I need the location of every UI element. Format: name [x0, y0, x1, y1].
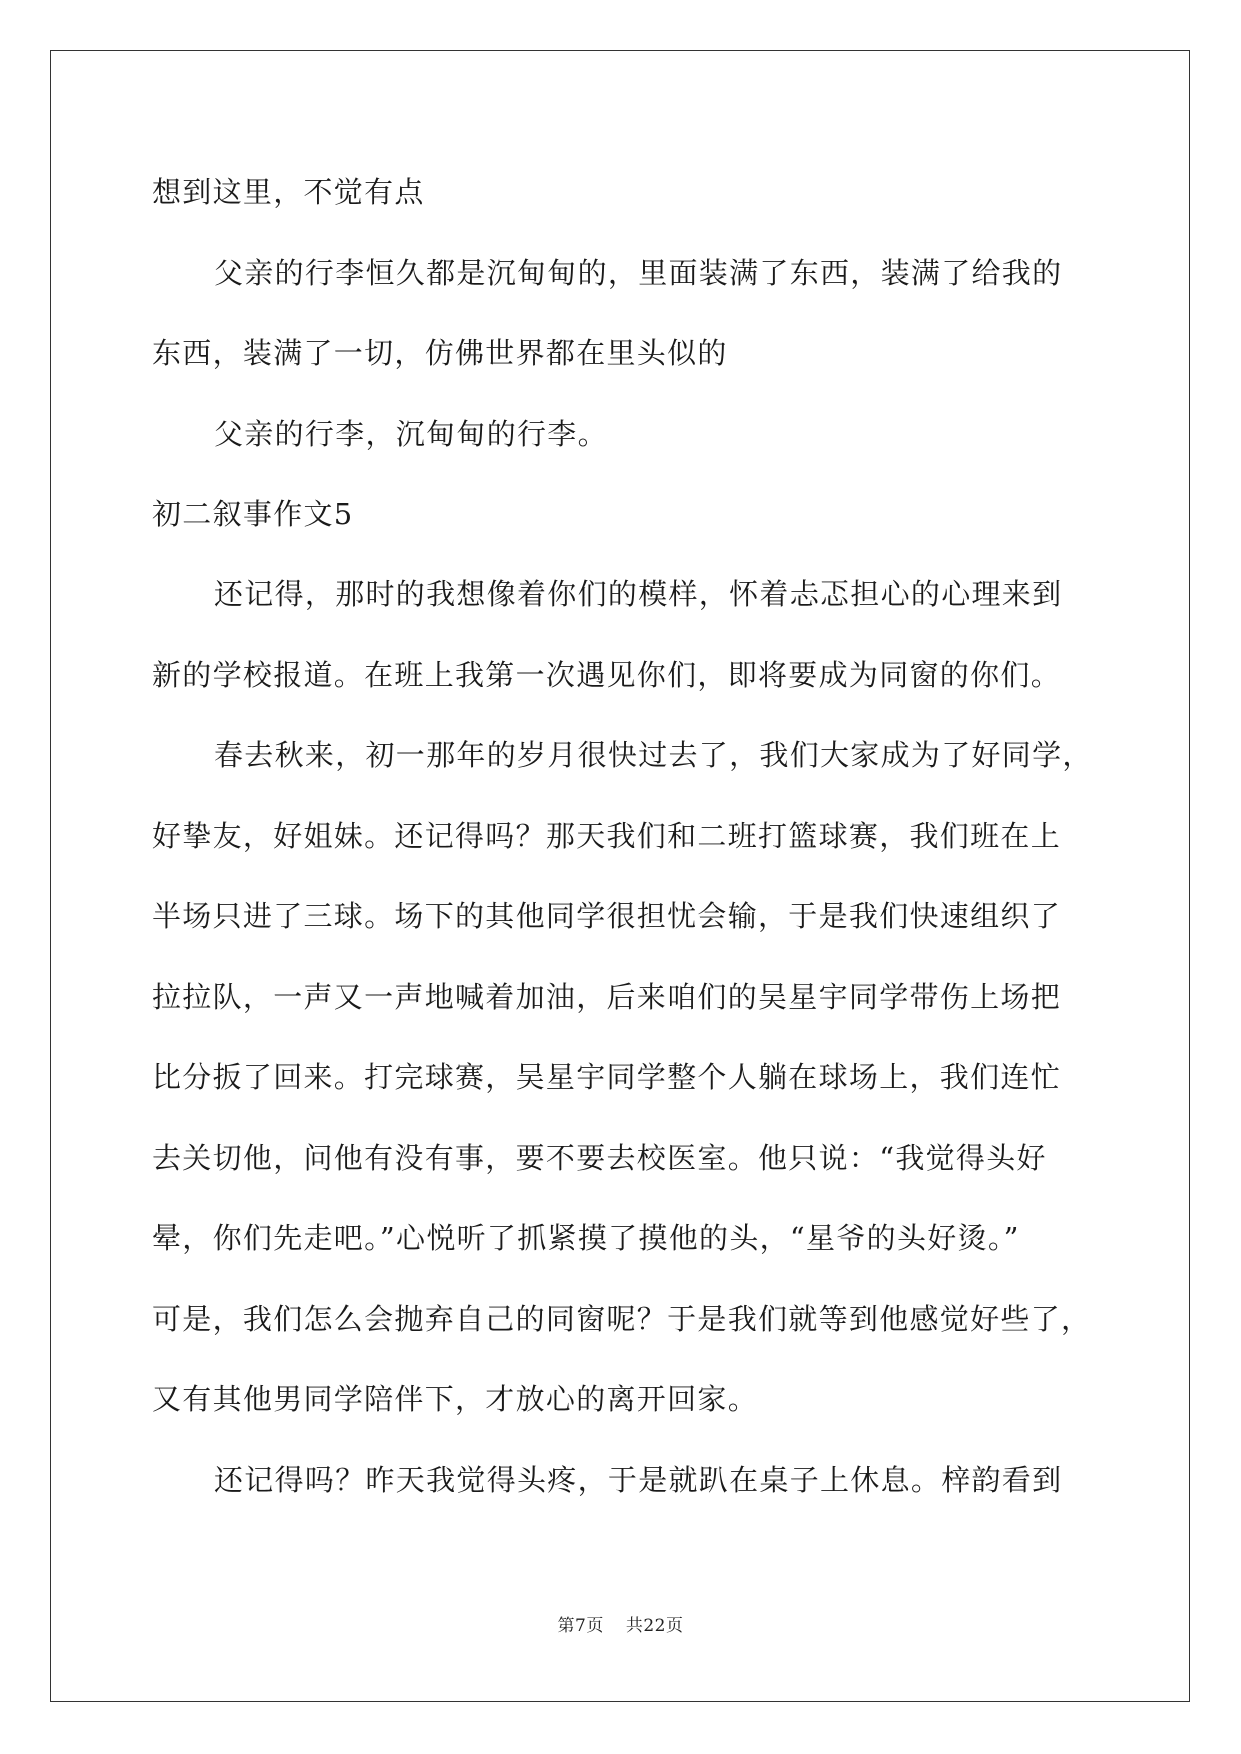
text-line: 可是，我们怎么会抛弃自己的同窗呢？于是我们就等到他感觉好些了， [152, 1302, 1092, 1336]
page-number: 第7页 [557, 1616, 604, 1636]
text-line: 东西，装满了一切，仿佛世界都在里头似的 [152, 336, 728, 370]
page-border [50, 50, 1190, 1702]
text-line: 晕，你们先走吧。”心悦听了抓紧摸了摸他的头，“星爷的头好烫。” [152, 1221, 1020, 1255]
text-line: 想到这里，不觉有点 [152, 175, 425, 209]
text-line: 拉拉队，一声又一声地喊着加油，后来咱们的吴星宇同学带伤上场把 [152, 980, 1062, 1014]
section-heading: 初二叙事作文5 [152, 497, 354, 531]
page-footer [0, 1614, 1241, 1638]
text-line: 去关切他，问他有没有事，要不要去校医室。他只说：“我觉得头好 [152, 1141, 1047, 1175]
text-line: 又有其他男同学陪伴下，才放心的离开回家。 [152, 1382, 759, 1416]
paragraph-first-line: 还记得吗？昨天我觉得头疼，于是就趴在桌子上休息。梓韵看到 [214, 1463, 1063, 1497]
text-line: 好挚友，好姐妹。还记得吗？那天我们和二班打篮球赛，我们班在上 [152, 819, 1062, 853]
paragraph-first-line: 父亲的行李，沉甸甸的行李。 [214, 417, 608, 451]
paragraph-first-line: 还记得，那时的我想像着你们的模样，怀着忐忑担心的心理来到 [214, 577, 1063, 611]
text-line: 半场只进了三球。场下的其他同学很担忧会输，于是我们快速组织了 [152, 899, 1062, 933]
text-line: 比分扳了回来。打完球赛，吴星宇同学整个人躺在球场上，我们连忙 [152, 1060, 1062, 1094]
paragraph-first-line: 父亲的行李恒久都是沉甸甸的，里面装满了东西，装满了给我的 [214, 256, 1063, 290]
paragraph-first-line: 春去秋来，初一那年的岁月很快过去了，我们大家成为了好同学， [214, 738, 1093, 772]
text-line: 新的学校报道。在班上我第一次遇见你们，即将要成为同窗的你们。 [152, 658, 1062, 692]
page-total: 共22页 [625, 1616, 684, 1636]
